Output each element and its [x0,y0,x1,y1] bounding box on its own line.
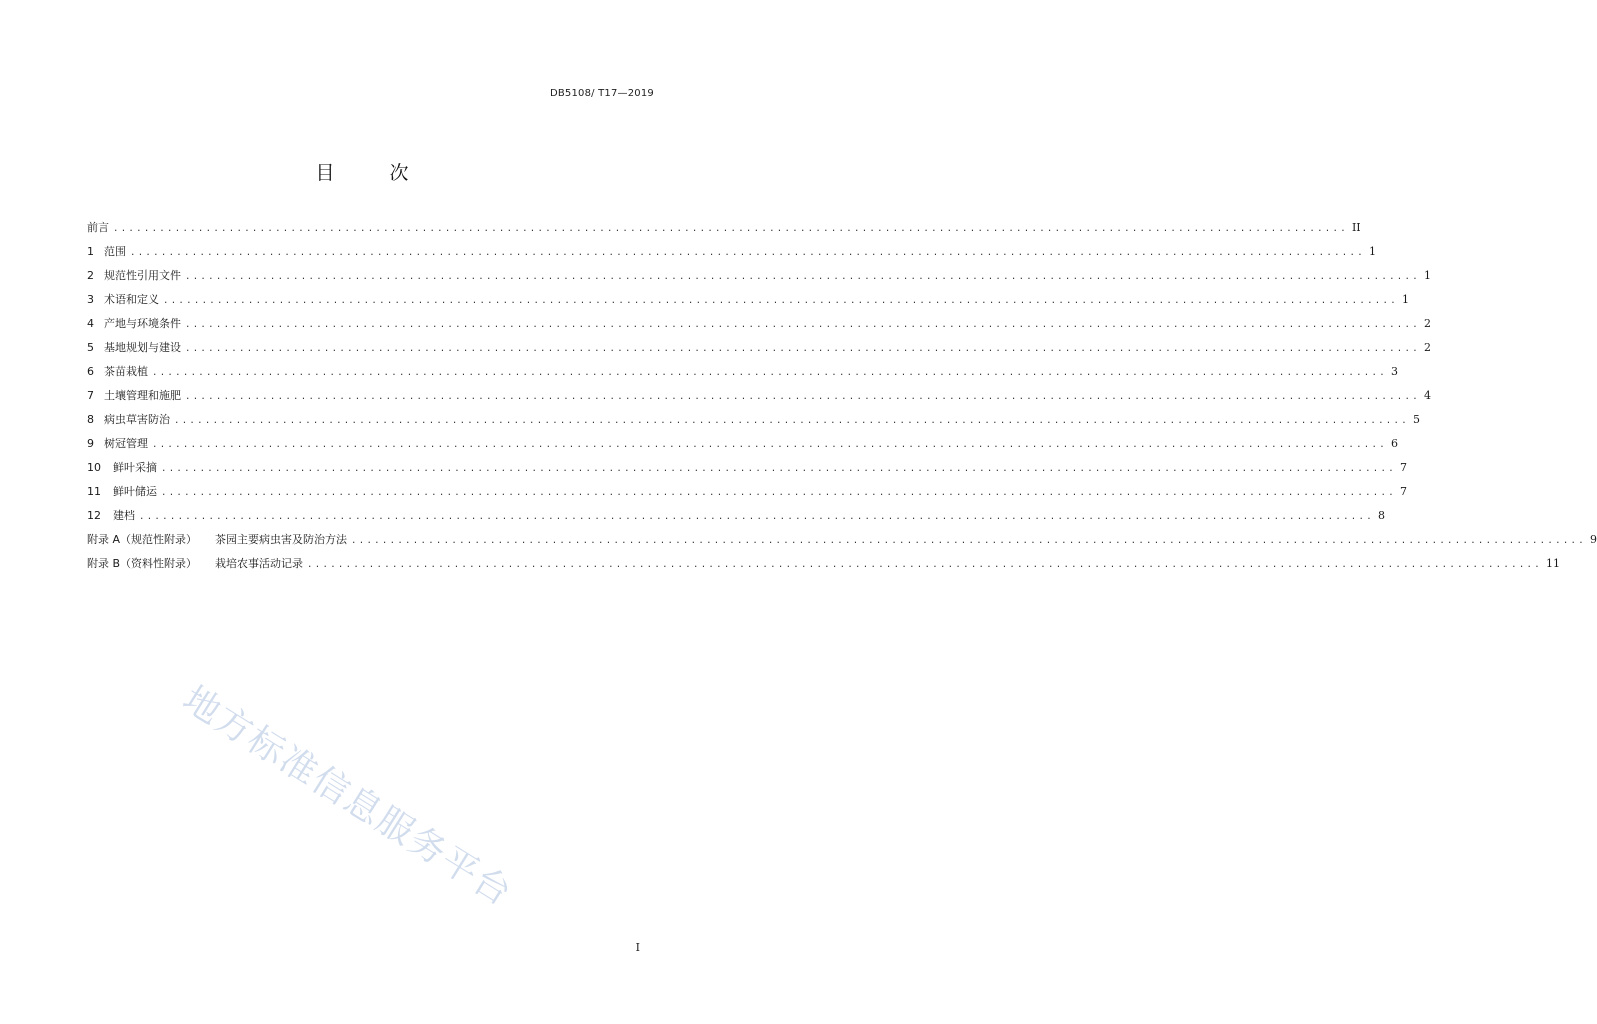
toc-entry-label: 鲜叶储运 [113,485,157,498]
toc-entry-number: 9 [87,437,94,450]
toc-entry[interactable] [87,411,1420,435]
toc-list [87,219,1597,579]
toc-entry-number: 1 [87,245,94,258]
toc-entry-label: 前言 [87,221,109,234]
toc-dot-leader: ................................................................................................................................................................ [139,512,1374,522]
toc-dot-leader: ................................................................................................................................................................ [185,320,1420,330]
toc-entry-page: 5 [1412,413,1420,426]
toc-dot-leader: ................................................................................................................................................................ [174,416,1409,426]
toc-entry-number: 12 [87,509,101,522]
toc-entry-label: 树冠管理 [104,437,148,450]
toc-entry-number: 2 [87,269,94,282]
toc-entry-page: 2 [1423,317,1431,330]
toc-dot-leader: ................................................................................................................................................................ [152,440,1387,450]
toc-entry-subtitle: 栽培农事活动记录 [215,557,304,570]
toc-entry-page: 1 [1368,245,1376,258]
toc-entry[interactable] [87,267,1431,291]
toc-entry-number: 8 [87,413,94,426]
toc-entry-number: 6 [87,365,94,378]
toc-entry[interactable] [87,555,1560,579]
toc-dot-leader: ................................................................................................................................................................ [185,272,1420,282]
toc-entry-label: 产地与环境条件 [104,317,181,330]
toc-entry-page: 3 [1390,365,1398,378]
toc-title: 目 次 [315,162,427,184]
toc-entry-number: 11 [87,485,101,498]
toc-entry[interactable] [87,483,1407,507]
watermark: 地方标准信息服务平台 [175,678,520,915]
toc-dot-leader: ................................................................................................................................................................ [185,344,1420,354]
page-number: I [635,941,640,954]
toc-dot-leader: ................................................................................................................................................................ [152,368,1387,378]
toc-dot-leader: ................................................................................................................................................................ [351,536,1586,546]
toc-entry[interactable] [87,387,1431,411]
toc-entry-label: 建档 [113,509,135,522]
toc-entry-page: 2 [1423,341,1431,354]
document-code: DB5108/ T17—2019 [549,88,654,99]
toc-entry-label: 基地规划与建设 [104,341,181,354]
toc-dot-leader: ................................................................................................................................................................ [161,488,1396,498]
toc-entry-number: 4 [87,317,94,330]
toc-dot-leader: ................................................................................................................................................................ [307,560,1542,570]
toc-entry-page: 11 [1546,557,1560,570]
toc-entry-number: 10 [87,461,101,474]
toc-entry-page: 8 [1377,509,1385,522]
toc-entry-page: 4 [1423,389,1431,402]
toc-entry[interactable] [87,531,1597,555]
toc-entry-page: II [1351,221,1361,234]
toc-entry-page: 1 [1401,293,1409,306]
toc-entry[interactable] [87,243,1376,267]
toc-entry-label: 附录 B（资料性附录） [87,557,198,570]
toc-dot-leader: ................................................................................................................................................................ [130,248,1365,258]
toc-entry-number: 5 [87,341,94,354]
toc-entry-label: 附录 A（规范性附录） [87,533,198,546]
toc-entry-label: 范围 [104,245,126,258]
toc-entry[interactable] [87,507,1385,531]
toc-entry-label: 茶苗栽植 [104,365,148,378]
toc-entry[interactable] [87,339,1431,363]
toc-entry-label: 病虫草害防治 [104,413,170,426]
toc-entry[interactable] [87,435,1398,459]
toc-entry[interactable] [87,291,1409,315]
toc-entry-label: 术语和定义 [104,293,159,306]
toc-entry-page: 9 [1589,533,1597,546]
toc-dot-leader: ................................................................................................................................................................ [185,392,1420,402]
toc-entry-label: 鲜叶采摘 [113,461,157,474]
toc-entry[interactable] [87,219,1361,243]
toc-entry-page: 6 [1390,437,1398,450]
toc-dot-leader: ................................................................................................................................................................ [161,464,1396,474]
toc-entry-subtitle: 茶园主要病虫害及防治方法 [215,533,348,546]
toc-entry[interactable] [87,363,1398,387]
toc-entry-number: 7 [87,389,94,402]
toc-entry[interactable] [87,459,1407,483]
toc-entry-page: 7 [1399,461,1407,474]
toc-entry-number: 3 [87,293,94,306]
toc-entry[interactable] [87,315,1431,339]
toc-entry-page: 1 [1423,269,1431,282]
toc-dot-leader: ................................................................................................................................................................ [163,296,1398,306]
toc-entry-label: 规范性引用文件 [104,269,181,282]
toc-dot-leader: ................................................................................................................................................................ [113,224,1348,234]
toc-entry-page: 7 [1399,485,1407,498]
toc-entry-label: 土壤管理和施肥 [104,389,181,402]
